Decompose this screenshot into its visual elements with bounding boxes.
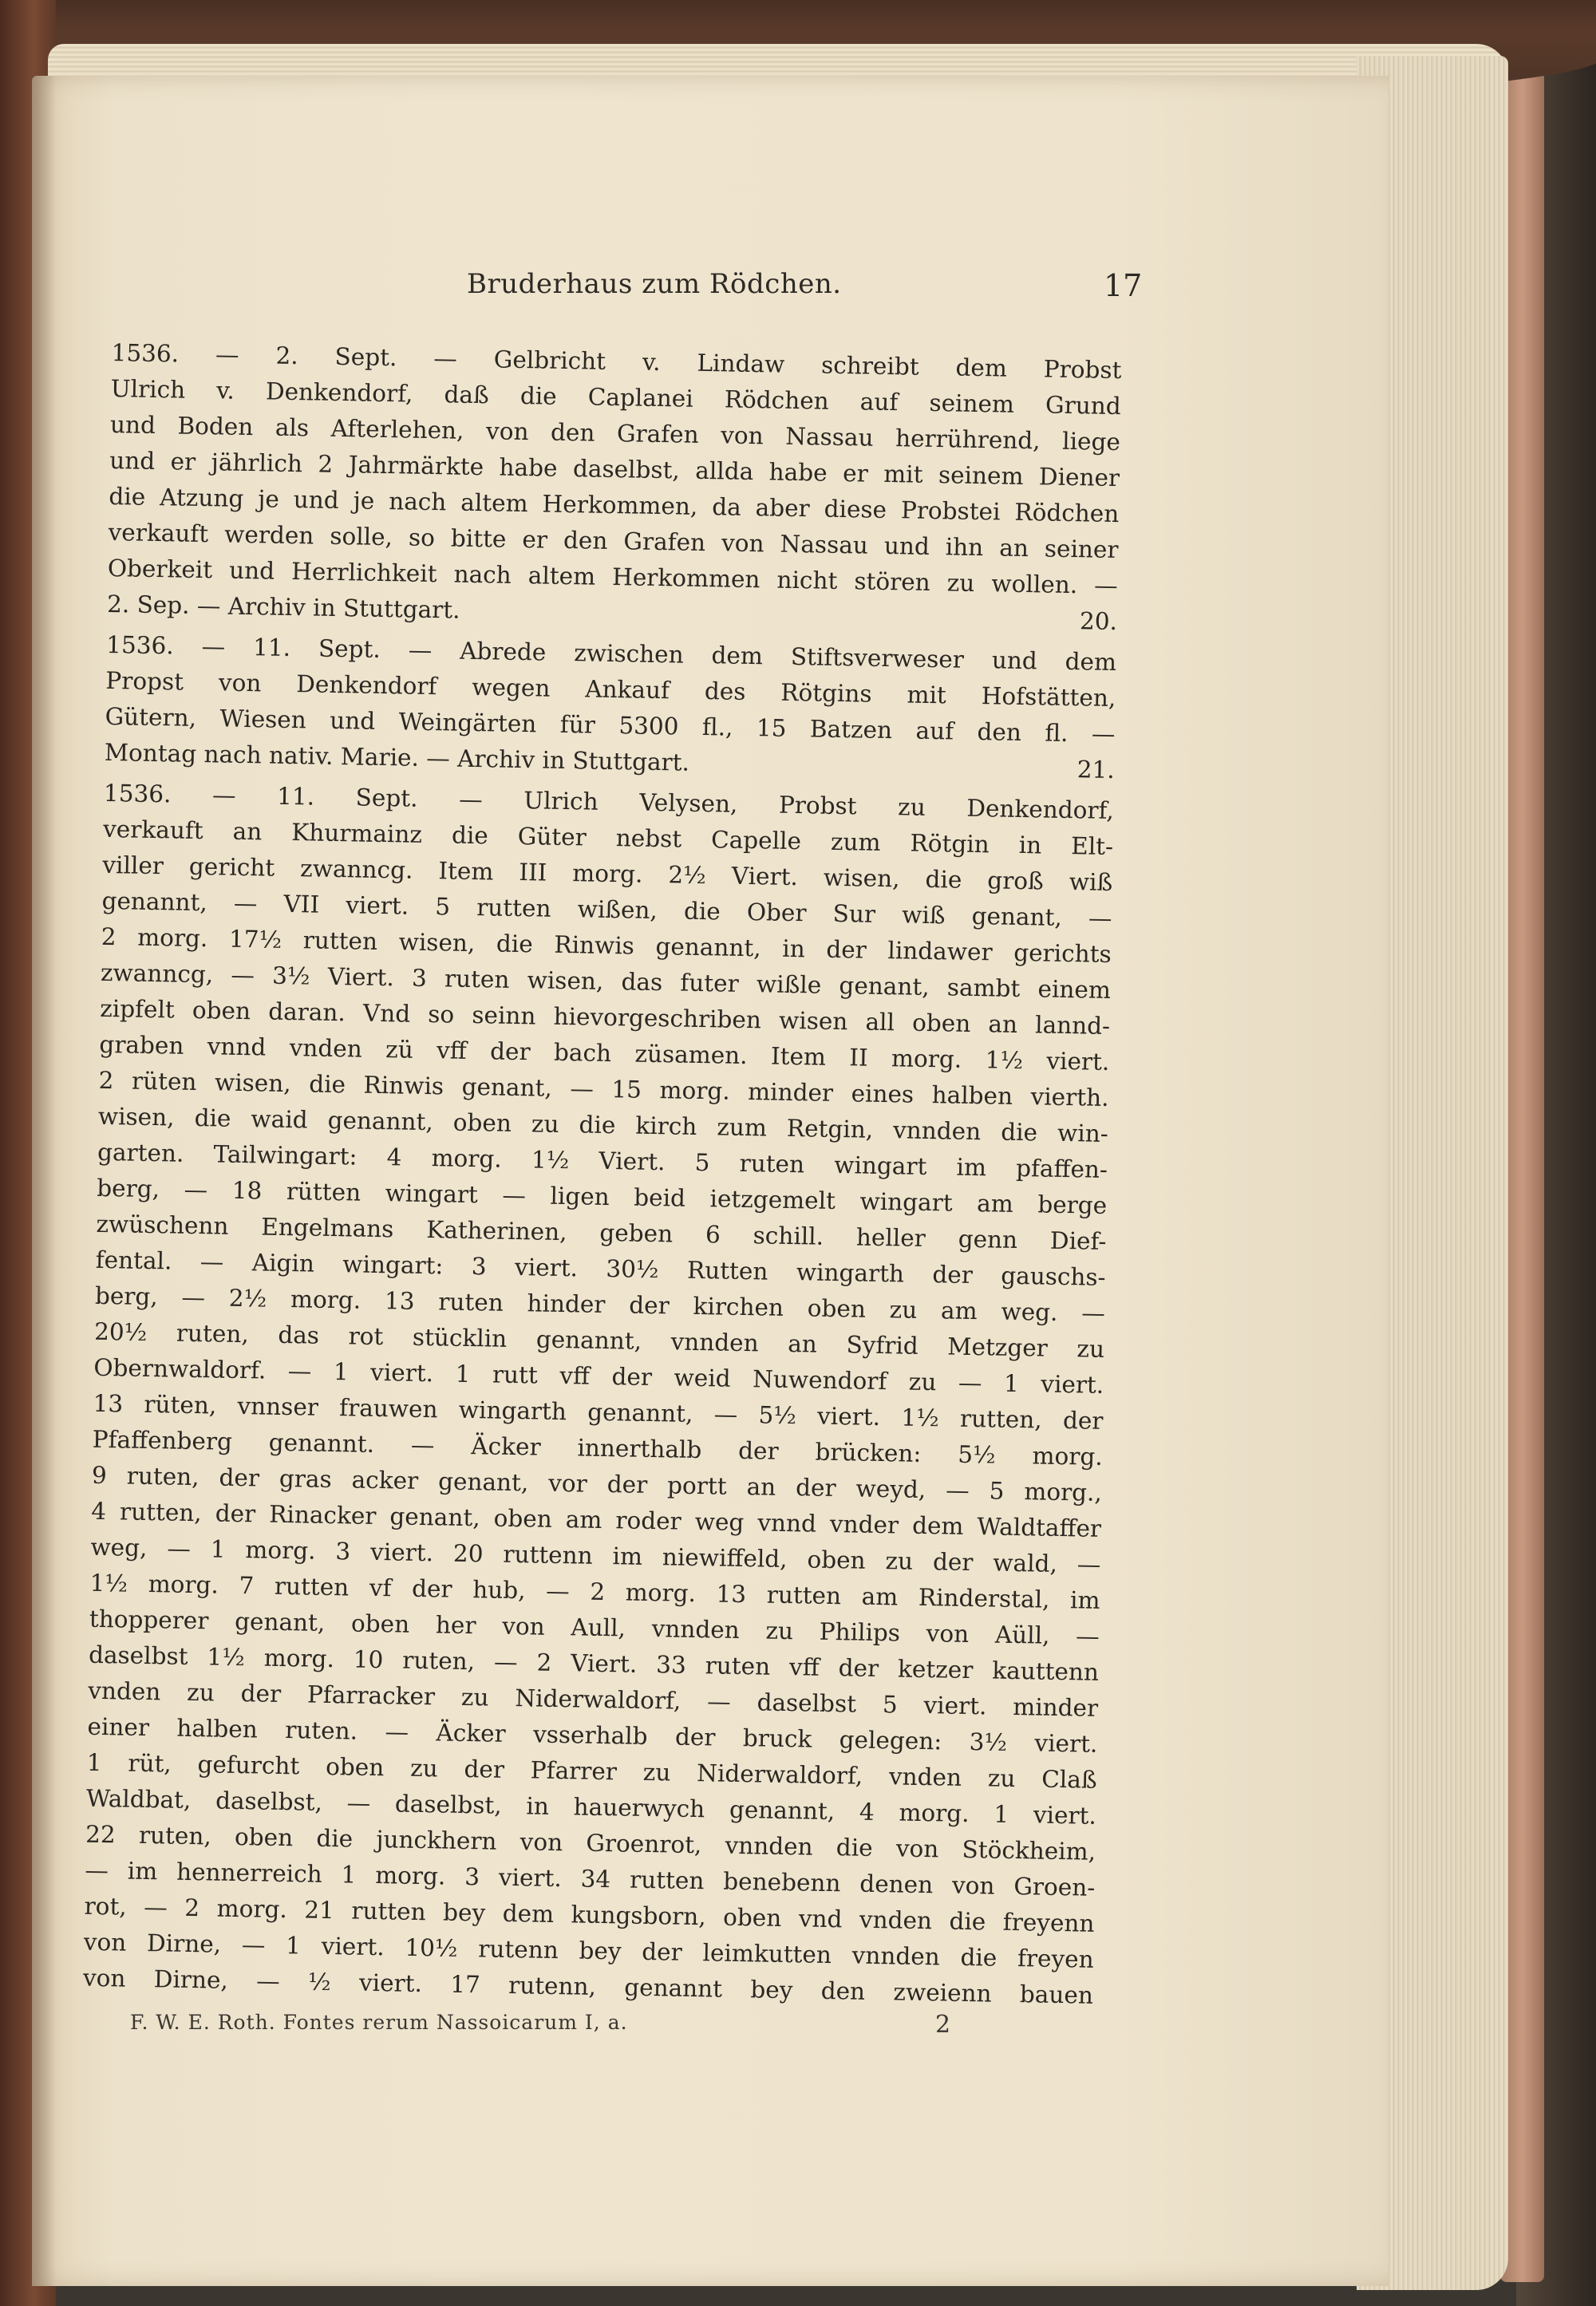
text-line: rot, — 2 morg. 21 rutten bey dem kungsborn, oben vnd vnden die freyenn: [84, 1892, 1095, 1937]
text-line: 1536. — 11. Sept. — Abrede zwischen dem Stiftsverweser und dem: [105, 630, 1117, 677]
text-line: 1½ morg. 7 rutten vf der hub, — 2 morg. 13 rutten am Rinderstal, im: [89, 1569, 1100, 1614]
text-line: verkauft werden solle, so bitte er den Grafen von Nassau und ihn an seiner: [108, 518, 1119, 564]
text-line: zipfelt oben daran. Vnd so seinn hievorgeschriben wisen all oben an lannd-: [99, 994, 1111, 1040]
text-line: 4 rutten, der Rinacker genant, oben am roder weg vnnd vnder dem Waldtaffer: [90, 1497, 1102, 1542]
text-line: und er jährlich 2 Jahrmärkte habe daselbst, allda habe er mit seinem Diener: [109, 446, 1120, 492]
text-line: einer halben ruten. — Äcker vsserhalb der bruck gelegen: 3½ viert.: [87, 1712, 1098, 1758]
entry-number: 21.: [1077, 756, 1115, 784]
entry-archive: 2. Sep. — Archiv in Stuttgart.: [106, 590, 460, 624]
text-line: verkauft an Khurmainz die Güter nebst Capelle zum Rötgin in Elt-: [102, 815, 1114, 860]
text-line: 1 rüt, gefurcht oben zu der Pfarrer zu Niderwaldorf, vnden zu Claß: [86, 1748, 1097, 1794]
entry-number: 20.: [1079, 607, 1118, 636]
text-line: thopperer genant, oben her von Aull, vnnden zu Philips von Aüll, —: [89, 1605, 1100, 1650]
text-line: Ulrich v. Denkendorf, daß die Caplanei Rödchen auf seinem Grund: [110, 374, 1121, 421]
text-line: Propst von Denkendorf wegen Ankauf des Rötgins mit Hofstätten,: [105, 666, 1116, 713]
entry-archive: Montag nach nativ. Marie. — Archiv in Stuttgart.: [104, 738, 690, 776]
page-number: 17: [1104, 268, 1143, 303]
entry-22: [83, 776, 1115, 2014]
text-line: von Dirne, — ½ viert. 17 rutenn, genannt bey den zweienn bauen: [82, 1964, 1094, 2009]
text-line: Waldbat, daselbst, — daselbst, in hauerwych genannt, 4 morg. 1 viert.: [85, 1784, 1097, 1830]
text-line: 13 rüten, vnnser frauwen wingarth genannt, — 5½ viert. 1½ rutten, der: [93, 1389, 1104, 1435]
text-line: Pfaffenberg genannt. — Äcker innerthalb der brücken: 5½ morg.: [92, 1425, 1103, 1471]
text-line: graben vnnd vnden zü vff der bach züsamen. Item II morg. 1½ viert.: [99, 1030, 1110, 1076]
body-text: [83, 335, 1122, 2014]
text-line: 9 ruten, der gras acker genant, vor der portt an der weyd, — 5 morg.,: [91, 1461, 1103, 1506]
text-line: berg, — 18 rütten wingart — ligen beid ietzgemelt wingart am berge: [97, 1174, 1108, 1219]
text-line: die Atzung je und je nach altem Herkommen, da aber diese Probstei Rödchen: [109, 482, 1120, 528]
text-line: fental. — Aigin wingart: 3 viert. 30½ Rutten wingarth der gauschs-: [95, 1246, 1106, 1291]
text-line: — im hennerreich 1 morg. 3 viert. 34 rutten benebenn denen von Groen-: [85, 1856, 1096, 1901]
text-line: Oberkeit und Herrlichkeit nach altem Herkommen nicht stören zu wollen. —: [107, 554, 1119, 600]
text-line: 1536. — 2. Sept. — Gelbricht v. Lindaw schreibt dem Probst: [111, 338, 1122, 385]
text-line: Gütern, Wiesen und Weingärten für 5300 fl., 15 Batzen auf den fl. —: [105, 702, 1116, 748]
text-line: zwüschenn Engelmans Katherinen, geben 6 schill. heller genn Dief-: [96, 1210, 1107, 1255]
text-line: 1536. — 11. Sept. — Ulrich Velysen, Probst zu Denkendorf,: [103, 779, 1115, 825]
text-line: wisen, die waid genannt, oben zu die kirch zum Retgin, vnnden die win-: [97, 1102, 1109, 1147]
text-line: 20½ ruten, das rot stücklin genannt, vnnden an Syfrid Metzger zu: [93, 1317, 1105, 1363]
text-line: viller gericht zwanncg. Item III morg. 2½ Viert. wisen, die groß wiß: [102, 851, 1113, 896]
text-line: Obernwaldorf. — 1 viert. 1 rutt vff der weid Nuwendorf zu — 1 viert.: [93, 1353, 1104, 1399]
footer-signature: 2: [935, 2011, 951, 2039]
entry-20: [107, 335, 1122, 640]
text-line: 22 ruten, oben die junckhern von Groenrot, vnnden die von Stöckheim,: [85, 1820, 1096, 1866]
text-line: berg, — 2½ morg. 13 ruten hinder der kirchen oben zu am weg. —: [94, 1281, 1106, 1327]
running-head: Bruderhaus zum Rödchen.: [467, 268, 842, 300]
text-line: von Dirne, — 1 viert. 10½ rutenn bey der leimkutten vnnden die freyen: [83, 1928, 1094, 1973]
entry-21: [104, 627, 1116, 788]
text-line: garten. Tailwingart: 4 morg. 1½ Viert. 5 ruten wingart im pfaffen-: [97, 1138, 1108, 1183]
text-line: zwanncg, — 3½ Viert. 3 ruten wisen, das futer wißle genant, sambt einem: [100, 958, 1112, 1004]
footer-source: F. W. E. Roth. Fontes rerum Nassoicarum I, a.: [130, 2011, 628, 2034]
text-line: genannt, — VII viert. 5 rutten wißen, die Ober Sur wiß genant, —: [101, 886, 1112, 932]
text-line: weg, — 1 morg. 3 viert. 20 ruttenn im niewiffeld, oben zu der wald, —: [90, 1533, 1101, 1578]
text-line: vnden zu der Pfarracker zu Niderwaldorf, — daselbst 5 viert. minder: [88, 1676, 1099, 1722]
text-line: 2 rüten wisen, die Rinwis genant, — 15 morg. minder eines halben vierth.: [98, 1066, 1109, 1112]
text-line: daselbst 1½ morg. 10 ruten, — 2 Viert. 33 ruten vff der ketzer kauttenn: [88, 1641, 1100, 1686]
page-gutter-shadow: [32, 76, 56, 2286]
text-line: und Boden als Afterlehen, von den Grafen von Nassau herrührend, liege: [109, 410, 1121, 456]
text-line: 2 morg. 17½ rutten wisen, die Rinwis genannt, in der lindawer gerichts: [101, 922, 1112, 968]
